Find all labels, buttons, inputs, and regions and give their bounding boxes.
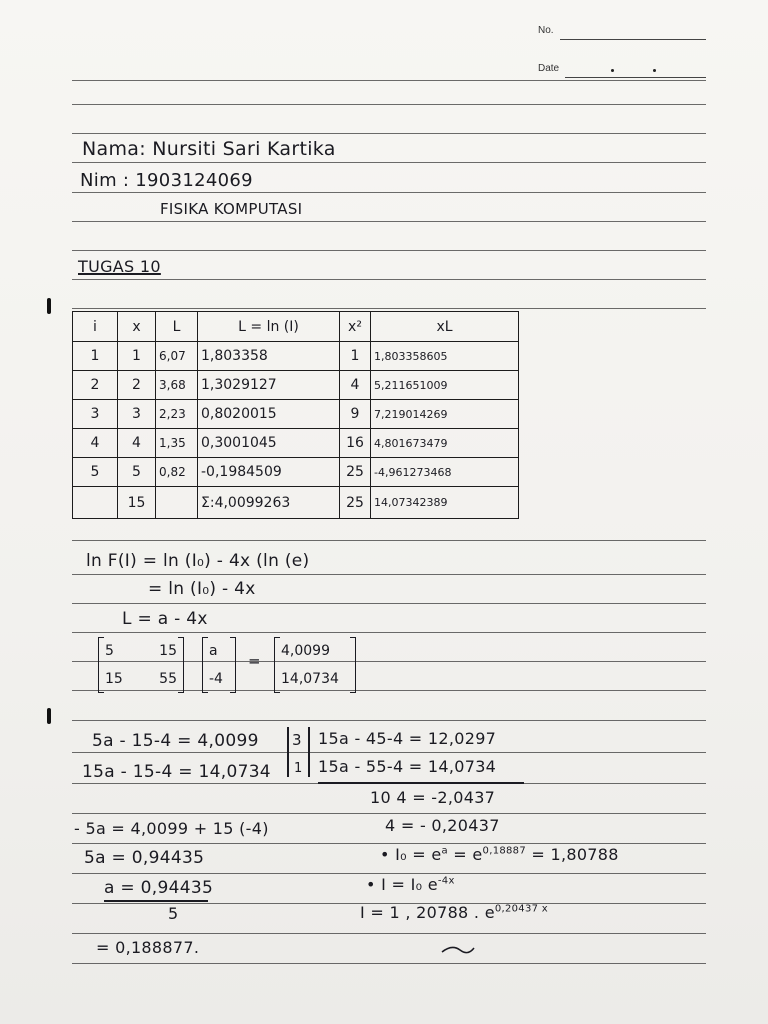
matrix-a-22: 55 xyxy=(159,671,177,687)
ruled-line xyxy=(72,813,706,814)
date-dot xyxy=(611,69,614,72)
student-nim: Nim : 1903124069 xyxy=(80,170,253,191)
ruled-line xyxy=(72,540,706,541)
multiplier-2: 1 xyxy=(294,761,303,776)
equation-1: 5a - 15-4 = 4,0099 xyxy=(92,731,259,751)
cell-l: 6,07 xyxy=(156,342,198,371)
cell-l: 3,68 xyxy=(156,371,198,400)
header-x-squared: x² xyxy=(340,312,371,342)
cell-ln-i: 0,3001045 xyxy=(198,429,340,458)
unknowns-vector xyxy=(202,637,236,693)
derivation-line-1: ln F(I) = ln (I₀) - 4x (ln (e) xyxy=(86,551,310,571)
multiplier-1: 3 xyxy=(292,731,302,749)
cell-x-squared: 1 xyxy=(340,342,371,371)
ruled-line xyxy=(72,162,706,163)
cell-x-squared: 25 xyxy=(340,487,371,519)
cell-x: 15 xyxy=(118,487,156,519)
cell-x-squared: 25 xyxy=(340,458,371,487)
cell-i: 1 xyxy=(73,342,118,371)
matrix-a-12: 15 xyxy=(159,643,177,659)
solve-a-step-1: - 5a = 4,0099 + 15 (-4) xyxy=(74,819,269,838)
header-i: i xyxy=(73,312,118,342)
cell-x: 4 xyxy=(118,429,156,458)
scaled-equation-1: 15a - 45-4 = 12,0297 xyxy=(318,729,497,748)
cell-l: 1,35 xyxy=(156,429,198,458)
equation-2: 15a - 15-4 = 14,0734 xyxy=(82,762,271,782)
ruled-line xyxy=(72,308,706,309)
cell-i: 3 xyxy=(73,400,118,429)
cell-i: 4 xyxy=(73,429,118,458)
table-header-row xyxy=(73,312,519,342)
cell-i: 5 xyxy=(73,458,118,487)
ruled-line xyxy=(72,632,706,633)
ruled-line xyxy=(72,752,706,753)
binding-hole-mark xyxy=(47,298,51,314)
difference-result: 10 4 = -2,0437 xyxy=(370,788,496,807)
fraction-bar xyxy=(104,900,208,902)
vector-c-2: 14,0734 xyxy=(281,671,339,687)
vector-b-2: -4 xyxy=(209,671,223,687)
student-name: Nama: Nursiti Sari Kartika xyxy=(82,138,336,160)
cell-ln-i: 0,8020015 xyxy=(198,400,340,429)
i0-expression: • $I_0 = e^a = e^{0,18887} = 1,80788$ xyxy=(380,845,619,864)
vector-c-1: 4,0099 xyxy=(281,643,330,659)
divider-line xyxy=(287,727,289,777)
cell-ln-i-sum: Σ:4,0099263 xyxy=(198,487,340,519)
header-x: x xyxy=(118,312,156,342)
cell-x: 3 xyxy=(118,400,156,429)
cell-i xyxy=(73,487,118,519)
vector-b-1: a xyxy=(209,643,218,659)
ruled-line xyxy=(72,221,706,222)
no-label: No. xyxy=(538,25,554,36)
table-sum-row xyxy=(73,487,519,519)
binding-hole-mark xyxy=(47,708,51,724)
slope-result: 4 = - 0,20437 xyxy=(385,816,500,835)
cell-i: 2 xyxy=(73,371,118,400)
cell-l: 0,82 xyxy=(156,458,198,487)
ruled-line xyxy=(72,104,706,105)
ruled-line xyxy=(72,250,706,251)
divider-line xyxy=(308,727,310,777)
date-underline xyxy=(565,77,706,78)
solve-a-step-3: a = 0,94435 xyxy=(104,878,214,898)
header-l: L xyxy=(156,312,198,342)
date-dot xyxy=(653,69,656,72)
header-ln-i: L = ln (I) xyxy=(198,312,340,342)
ruled-line xyxy=(72,603,706,604)
cell-l xyxy=(156,487,198,519)
table-row xyxy=(73,371,519,400)
cell-ln-i: 1,3029127 xyxy=(198,371,340,400)
ruled-line xyxy=(72,574,706,575)
intensity-formula: • I = I₀ $e^{-4x}$ xyxy=(366,875,455,894)
cell-l: 2,23 xyxy=(156,400,198,429)
date-label: Date xyxy=(538,63,560,74)
solve-a-step-2: 5a = 0,94435 xyxy=(84,848,205,868)
ruled-line xyxy=(72,279,706,280)
solve-a-denominator: 5 xyxy=(168,904,179,923)
final-intensity-equation: I = 1 , 20788 . $e^{0,20437 x}$ xyxy=(360,903,548,922)
cell-xl: 4,801673479 xyxy=(371,429,519,458)
table-row xyxy=(73,400,519,429)
regression-table xyxy=(72,311,519,519)
ruled-line xyxy=(72,133,706,134)
header-xl: xL xyxy=(371,312,519,342)
cell-xl: 5,211651009 xyxy=(371,371,519,400)
no-underline xyxy=(560,39,706,40)
ruled-line xyxy=(72,192,706,193)
cell-xl-sum: 14,07342389 xyxy=(371,487,519,519)
cell-x-squared: 4 xyxy=(340,371,371,400)
matrix-a-21: 15 xyxy=(105,671,123,687)
result-vector xyxy=(274,637,356,693)
derivation-line-2: = ln (I₀) - 4x xyxy=(148,579,256,599)
assignment-title: TUGAS 10 xyxy=(78,257,161,276)
cell-x-squared: 9 xyxy=(340,400,371,429)
course-name: FISIKA KOMPUTASI xyxy=(160,200,303,218)
table-row xyxy=(73,458,519,487)
table-row xyxy=(73,342,519,371)
ruled-line xyxy=(72,933,706,934)
scaled-equation-2: 15a - 55-4 = 14,0734 xyxy=(318,757,497,776)
cell-x: 5 xyxy=(118,458,156,487)
solve-a-result: = 0,188877. xyxy=(96,938,200,957)
ruled-line xyxy=(72,963,706,964)
cell-x: 1 xyxy=(118,342,156,371)
derivation-line-3: L = a - 4x xyxy=(122,609,208,629)
cell-ln-i: 1,803358 xyxy=(198,342,340,371)
table-row xyxy=(73,429,519,458)
matrix-a-11: 5 xyxy=(105,643,114,659)
scribble-mark xyxy=(440,942,476,956)
matrix-equals: = xyxy=(248,652,261,670)
cell-ln-i: -0,1984509 xyxy=(198,458,340,487)
cell-x-squared: 16 xyxy=(340,429,371,458)
ruled-line xyxy=(72,843,706,844)
cell-x: 2 xyxy=(118,371,156,400)
cell-xl: -4,961273468 xyxy=(371,458,519,487)
ruled-line xyxy=(72,720,706,721)
ruled-line xyxy=(72,873,706,874)
cell-xl: 7,219014269 xyxy=(371,400,519,429)
ruled-line xyxy=(72,80,706,81)
coefficient-matrix xyxy=(98,637,184,693)
cell-xl: 1,803358605 xyxy=(371,342,519,371)
subtraction-line xyxy=(318,782,524,784)
